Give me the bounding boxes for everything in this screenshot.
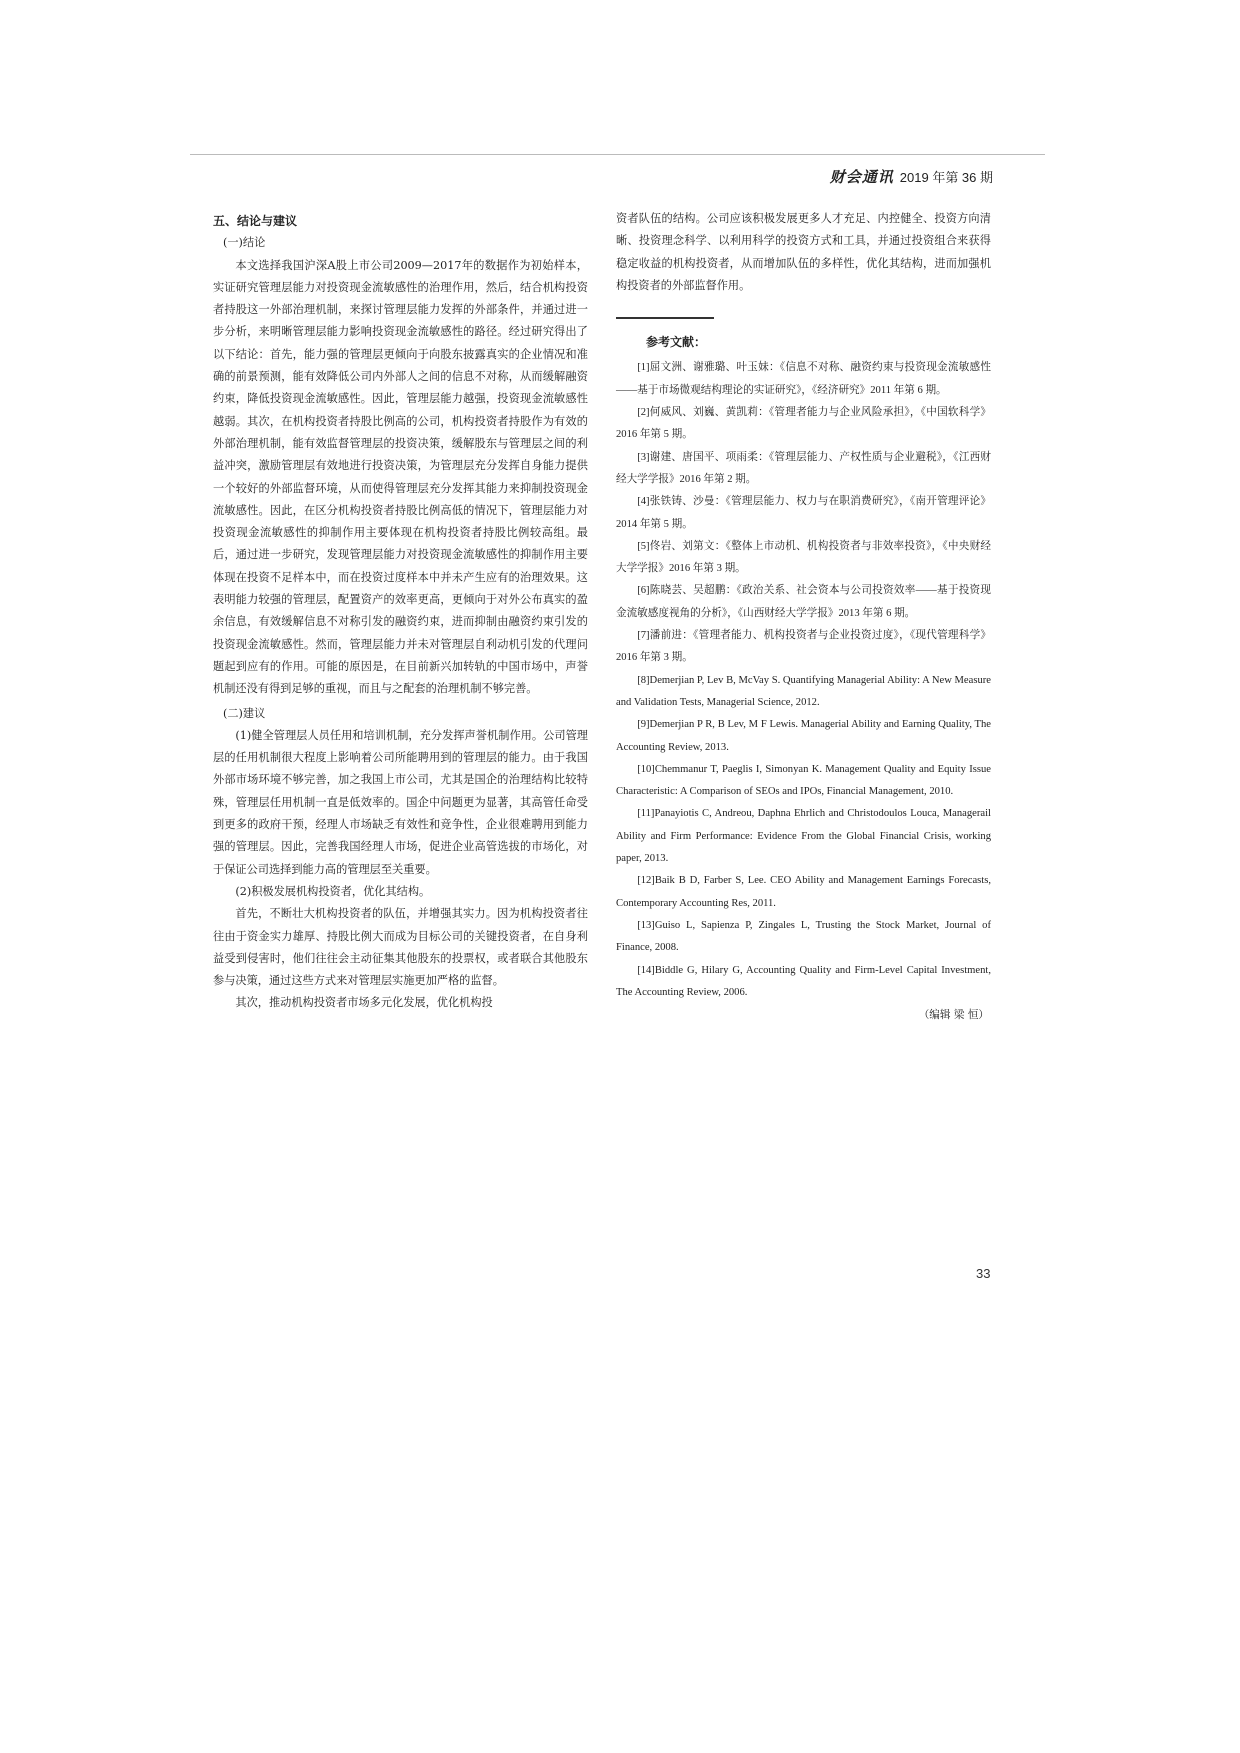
reference-item: [11]Panayiotis C, Andreou, Daphna Ehrlich and Christodoulos Louca, Managerail Ability and Firm Performance: Evidence From the Global Financial Crisis, working paper, 2013. <box>616 808 991 865</box>
paragraph-suggestion-2-title: (2)积极发展机构投资者，优化其结构。 <box>235 884 431 898</box>
paragraph-suggestion-2b: 其次，推动机构投资者市场多元化发展，优化机构投 <box>235 996 493 1010</box>
reference-item: [4]张铁铸、沙曼：《管理层能力、权力与在职消费研究》，《南开管理评论》2014 年第 5 期。 <box>616 496 991 530</box>
reference-item: [12]Baik B D, Farber S, Lee. CEO Ability and Management Earnings Forecasts, Contemporary Accounting Res, 2011. <box>616 875 991 909</box>
paragraph-suggestion-1: (1)健全管理层人员任用和培训机制，充分发挥声誉机制作用。公司管理层的任用机制很大程度上影响着公司所能聘用到的管理层的能力。由于我国外部市场环境不够完善，加之我国上市公司，尤其是国企的治理结构比较特殊，管理层任用机制一直是低效率的。国企中问题更为显著，其高管任命受到更多的政府干预，经理人市场缺乏有效性和竞争性，企业很难聘用到能力强的管理层。因此，完善我国经理人市场，促进企业高管选拔的市场化，对于保证公司选择到能力高的管理层至关重要。 <box>213 728 588 876</box>
reference-item: [8]Demerjian P, Lev B, McVay S. Quantifying Managerial Ability: A New Measure and Validation Tests, Managerial Science, 2012. <box>616 674 991 708</box>
left-column <box>213 210 588 1015</box>
section-title: 五、结论与建议 <box>213 214 298 228</box>
reference-item: [2]何威风、刘巍、黄凯莉：《管理者能力与企业风险承担》，《中国软科学》2016 年第 5 期。 <box>616 407 991 441</box>
running-header <box>830 166 993 187</box>
paragraph-conclusion: 本文选择我国沪深A股上市公司2009—2017年的数据作为初始样本，实证研究管理层能力对投资现金流敏感性的治理作用，然后，结合机构投资者持股这一外部治理机制，来探讨管理层能力发挥的外部条件，并通过进一步分析，来明晰管理层能力影响投资现金流敏感性的路径。经过研究得出了以下结论：首先，能力强的管理层更倾向于向股东披露真实的企业情况和准确的前景预测，能有效降低公司内外部人之间的信息不对称，从而缓解融资约束，降低投资现金流敏感性。因此，管理层能力越强，投资现金流敏感性越弱。其次，在机构投资者持股比例高的公司，机构投资者持股作为有效的外部治理机制，能有效监督管理层的投资决策，缓解股东与管理层之间的利益冲突，激励管理层有效地进行投资决策，为管理层充分发挥自身能力提供一个较好的外部监督环境，从而使得管理层充分发挥其能力来抑制投资现金流敏感性。因此，在区分机构投资者持股比例高低的情况下，管理层能力对投资现金流敏感性的抑制作用主要体现在机构投资者持股比例较高组。最后，通过进一步研究，发现管理层能力对投资现金流敏感性的抑制作用主要体现在投资不足样本中，而在投资过度样本中并未产生应有的治理效果。这表明能力较强的管理层，配置资产的效率更高，更倾向于对外公布真实的盈余信息，有效缓解信息不对称引发的融资约束，进而抑制由融资约束引发的投资现金流敏感性。然而，管理层能力并未对管理层自利动机引发的代理问题起到应有的作用。可能的原因是，在目前新兴加转轨的中国市场中，声誉机制还没有得到足够的重视，而且与之配套的治理机制不够完善。 <box>213 258 588 696</box>
page-number: 33 <box>976 1266 991 1281</box>
editor-credit: （编辑 梁 恒） <box>918 1009 989 1022</box>
reference-item: [5]佟岩、刘第文：《整体上市动机、机构投资者与非效率投资》，《中央财经大学学报》2016 年第 3 期。 <box>616 540 991 575</box>
paragraph-continued: 资者队伍的结构。公司应该积极发展更多人才充足、内控健全、投资方向清晰、投资理念科学、以利用科学的投资方式和工具，并通过投资组合来获得稳定收益的机构投资者，从而增加队伍的多样性，优化其结构，进而加强机构投资者的外部监督作用。 <box>616 212 991 292</box>
subsection-conclusion: (一)结论 <box>223 236 266 250</box>
reference-item: [6]陈晓芸、吴超鹏：《政治关系、社会资本与公司投资效率——基于投资现金流敏感度视角的分析》，《山西财经大学学报》2013 年第 6 期。 <box>616 585 991 619</box>
reference-item: [14]Biddle G, Hilary G, Accounting Quality and Firm-Level Capital Investment, The Accounting Review, 2006. <box>616 964 991 998</box>
subsection-suggestions: (二)建议 <box>223 706 266 720</box>
references-list <box>616 357 991 1004</box>
references-heading: 参考文献： <box>646 335 707 350</box>
reference-item: [1]屈文洲、谢雅璐、叶玉妹：《信息不对称、融资约束与投资现金流敏感性——基于市场微观结构理论的实证研究》，《经济研究》2011 年第 6 期。 <box>616 362 991 396</box>
reference-item: [13]Guiso L, Sapienza P, Zingales L, Trusting the Stock Market, Journal of Finance, 2008. <box>616 919 991 954</box>
reference-item: [3]谢建、唐国平、项雨柔：《管理层能力、产权性质与企业避税》，《江西财经大学学报》2016 年第 2 期。 <box>616 451 991 485</box>
references-divider <box>616 317 714 319</box>
magazine-name: 财会通讯 <box>829 168 894 186</box>
reference-item: [10]Chemmanur T, Paeglis I, Simonyan K. Management Quality and Equity Issue Characteristic: A Comparison of SEOs and IPOs, Financial Management, 2010. <box>616 763 991 798</box>
reference-item: [9]Demerjian P R, B Lev, M F Lewis. Managerial Ability and Earning Quality, The Accounting Review, 2013. <box>616 719 991 753</box>
right-column <box>616 208 991 1026</box>
header-rule <box>190 154 1045 155</box>
issue-label: 2019 年第 36 期 <box>899 170 993 185</box>
paragraph-suggestion-2a: 首先，不断壮大机构投资者的队伍，并增强其实力。因为机构投资者往往由于资金实力雄厚、持股比例大而成为目标公司的关键投资者，在自身利益受到侵害时，他们往往会主动征集其他股东的投票权，或者联合其他股东参与决策，通过这些方式来对管理层实施更加严格的监督。 <box>213 907 588 988</box>
reference-item: [7]潘前进：《管理者能力、机构投资者与企业投资过度》，《现代管理科学》2016 年第 3 期。 <box>616 630 991 664</box>
